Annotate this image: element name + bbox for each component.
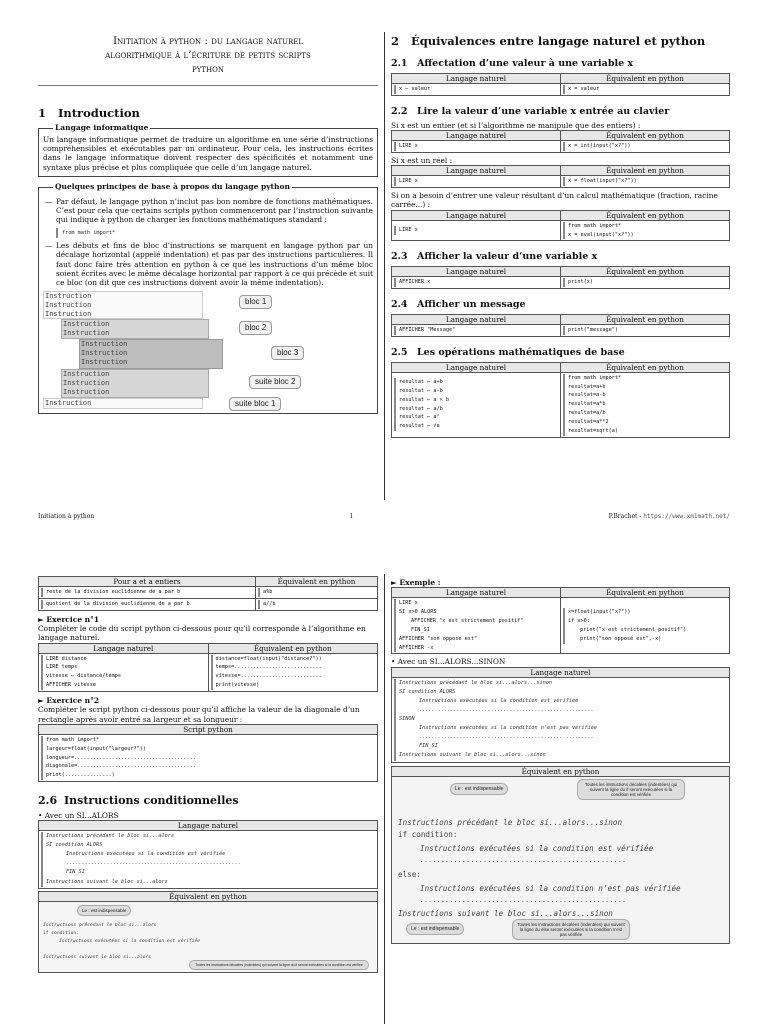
table-afficher-variable: Langage naturel Équivalent en python AFFICHER x print(x) xyxy=(391,266,730,289)
table-exercise-2: Script python from math import* largeur=float(input("largeur?")) longueur=....................................... diagonale=...................................... print(...............) xyxy=(38,724,378,782)
section-heading-1: 1 Introduction xyxy=(38,105,140,120)
section-heading-2: 2 Équivalences entre langage naturel et python xyxy=(391,34,706,48)
page-2 xyxy=(0,574,768,1024)
code-line: Instruction xyxy=(63,370,110,379)
box-principes xyxy=(38,181,378,415)
python-if-else-figure: Le : est indispensable Toutes les instructions décalées (indentées) qui suivent la ligne du if seront exécutées si la condition est vérifiée Instructions précédant le bloc si...alors...sinon if condition: Instructions exécutées si la condition est vérifiée ................................................. else: Instructions exécutées si la condition n’est pas vérifiée ................................................. Instructions suivant le bloc si...alors...sinon Le : est indispensable Toutes les instructions décalées (indentées) qui suivent la ligne du else seront exécutées si la condition n’est pas vérifiée xyxy=(392,777,729,943)
table-exercise-1: Langage naturel Équivalent en python LIRE distance LIRE temps vitesse ← distance/temps AFFICHER vitesse distance=float(input("distance?")) temps=............................ vitesse=.......................... print(vitesse) xyxy=(38,643,378,692)
subsection-2-6: 2.6 Instructions conditionnelles xyxy=(38,794,239,808)
table-operations: Langage naturel Équivalent en python resultat ← a+b resultat ← a-b resultat ← a × b resultat ← a/b resultat ← a² resultat ← √a from math import* resultat=a+b resultat=a-b resultat=a*b resultat=a/b resultat=a**2 resultat=sqrt(a) xyxy=(391,362,730,438)
list-item: — Par défaut, le langage python n’inclut pas bon nombre de fonctions mathématiques. C’est pour cela que certains scripts python commenceront par l’instruction suivante qui indique à python de charger les fonctions mathématiques standard : xyxy=(45,196,373,225)
code-line: Instruction xyxy=(63,329,110,338)
subsection-2-4: 2.4 Afficher un message xyxy=(391,299,526,311)
box-heading: Langage informatique xyxy=(55,122,149,132)
left-column xyxy=(38,34,378,414)
code-line: Instruction xyxy=(81,340,128,349)
indentation-diagram xyxy=(43,291,373,409)
box-langage-informatique xyxy=(38,122,378,177)
code-line: Instruction xyxy=(81,358,128,367)
table-lire-reel: Langage naturel Équivalent en python LIRE x x = float(input("x?")) xyxy=(391,165,730,188)
code-line: Instruction xyxy=(45,399,92,408)
table-affectation: Langage naturel Équivalent en python x ← valeur x = valeur xyxy=(391,73,730,96)
right-column: ► Exemple : Langage naturel Équivalent en python LIRE x SI x>0 ALORS AFFICHER "x est strictement positif" FIN_SI AFFICHER "son opposé est" AFFICHER -x x=float(input("x?")) if x>0: print("x est strictement positif") print("son opposé est",-x) • Avec un SI...ALORS...SINON Langage naturel Instructions précédant le bloc si...alors...sinon SI condition ALORS Instructions exécutées si la condition est vérifiée ........................................................ SINON Instructions exécutées si la condition n’est pas vérifiée ........................................................ FIN_SI Instructions suivant le bloc si...alors...sinon Équivalent en python Le : est indispensable Toutes les instructions décalées (indentées) qui suivent la ligne du if seront exécutées si la condition est vérifiée Instructions précédant le bloc si...alors...sinon if condition: Instructions exécutées si la condition est vérifiée ................................................. else: Instructions exécutées si la condition n’est pas vérifiée ................................................. Instructions suivant le bloc si...alors...sinon Le : est indispensable Toutes les instructions décalées (indentées) qui suivent la ligne du else seront exécutées si la condition n’est pas vérifiée xyxy=(391,576,730,944)
table-si-alors: Langage naturel Instructions précédant le bloc si...alors SI condition ALORS Instructions exécutées si la condition est vérifiée ........................................................ FIN_SI Instructions suivant le bloc si...alors xyxy=(38,820,378,889)
exemple-label: ► Exemple : xyxy=(391,578,441,587)
box-heading: Quelques principes de base à propos du langage python xyxy=(55,181,290,191)
callout-suite-bloc-1: suite bloc 1 xyxy=(229,397,281,411)
table-si-alors-sinon: Langage naturel Instructions précédant le bloc si...alors...sinon SI condition ALORS Instructions exécutées si la condition est vérifiée ........................................................ SINON Instructions exécutées si la condition n’est pas vérifiée ........................................................ FIN_SI Instructions suivant le bloc si...alors...sinon xyxy=(391,667,730,763)
code-line: Instruction xyxy=(63,379,110,388)
code-import: from math import* xyxy=(56,228,373,239)
code-line: Instruction xyxy=(45,310,92,319)
python-if-figure: Le : est indispensable Instructions précédant le bloc si...alors if condition: Instructions exécutées si la condition est vérifiée Instructions suivant le bloc si...alors Toutes les instructions décalées (indentées) qui suivent la ligne du if seront exécutées si la condition est vérifiée xyxy=(39,902,377,972)
table-lire-entier: Langage naturel Équivalent en python LIRE x x = int(input("x?")) xyxy=(391,130,730,153)
code-line: Instruction xyxy=(45,301,92,310)
left-column: Pour a et a entiers Équivalent en python reste de la division euclidienne de a par b a%b quotient de la division euclidienne de a par b a//b ► Exercice n°1 Compléter le code du script python ci-dessous pour qu’il corresponde à l’algorithme en langage naturel. Langage naturel Équivalent en python LIRE distance LIRE temps vitesse ← distance/temps AFFICHER vitesse distance=float(input("distance?")) temps=............................ vitesse=.......................... print(vitesse) ► Exercice n°2 Compléter le script python ci-dessous pour qu’il affiche la valeur de la diagonale d’un rectangle après avoir entré sa largeur et sa longueur : Script python from math import* largeur=float(input("largeur?")) longueur=....................................... diagonale=...................................... print(...............) 2.6 Instructions conditionnelles • Avec un SI...ALORS Langage naturel Instructions précédant le bloc si...alors SI condition ALORS Instructions exécutées si la condition est vérifiée ........................................................ FIN_SI Instructions suivant le bloc si...alors Équivalent en python Le : est indispensable Instructions précédant le bloc si...alors if condition: Instructions exécutées si la condition est vérifiée Instructions suivant le bloc si...alors Toutes les instructions décalées (indentées) qui suivent la ligne du if seront exécutées si la condition est vérifiée xyxy=(38,576,378,973)
exercise-2-label: ► Exercice n°2 xyxy=(38,695,100,705)
code-line: Instruction xyxy=(63,388,110,397)
list-item: — Les débuts et fins de bloc d’instructions se marquent en langage python par un décalage horizontal (appelé indentation) et pas par des instructions particulières. Il faut donc faire très attention en python à ce que les instructions d’un même bloc soient écrites avec le même décalage horizontal par rapport à ce qui précède et suit ce bloc (on dit que ces instructions doivent avoir la même indentation). xyxy=(45,241,373,288)
document-title: Initiation à python : du langage naturel algorithmique à l’écriture de petits scripts python xyxy=(38,34,378,86)
exercise-1-label: ► Exercice n°1 xyxy=(38,614,100,624)
code-line: Instruction xyxy=(45,292,92,301)
page-gap xyxy=(0,528,768,574)
subsection-2-3: 2.3 Afficher la valeur d’une variable x xyxy=(391,251,598,263)
column-divider xyxy=(384,32,385,500)
box-text: Un langage informatique permet de traduire un algorithme en une série d’instructions compréhensibles et exécutables par un ordinateur. Pour cela, les instructions écrites dans le langage informatique doivent respecter des spécificités et notamment une syntaxe plus précise et plus compliquée que celle d’un langage naturel. xyxy=(43,134,373,172)
column-divider xyxy=(384,574,385,1024)
code-line: Instruction xyxy=(63,320,110,329)
table-division: Pour a et a entiers Équivalent en python reste de la division euclidienne de a par b a%b quotient de la division euclidienne de a par b a//b xyxy=(38,576,378,611)
subsection-2-5: 2.5 Les opérations mathématiques de base xyxy=(391,346,625,358)
callout-suite-bloc-2: suite bloc 2 xyxy=(249,375,301,389)
right-column: 2 Équivalences entre langage naturel et python 2.1 Affectation d’une valeur à une variable x Langage naturel Équivalent en python x ← valeur x = valeur 2.2 Lire la valeur d’une variable x entrée au clavier Si x est un entier (et si l’algorithme ne manipule que des entiers) : Langage naturel Équivalent en python LIRE x x = int(input("x?")) Si x est un réel : Langage naturel Équivalent en python LIRE x x = float(input("x?")) Si on a besoin d’entrer une valeur résultant d’un calcul mathématique (fraction, racine carrée...) : Langage naturel Équivalent en python LIRE x from math import* x = eval(input("x?")) 2.3 Afficher la valeur d’une variable x Langage naturel Équivalent en python AFFICHER x print(x) 2.4 Afficher un message Langage naturel Équivalent en python AFFICHER "Message" print("message") 2.5 Les opérations mathématiques de base Langage naturel Équivalent en python resultat ← a+b resultat ← a-b resultat ← a × b resultat ← a/b resultat ← a² resultat ← √a from math import* resultat=a+b resultat=a-b resultat=a*b resultat=a/b resultat=a**2 resultat=sqrt(a) xyxy=(391,34,730,438)
callout-bloc-1: bloc 1 xyxy=(239,295,272,309)
callout-bloc-3: bloc 3 xyxy=(271,346,304,360)
subsection-2-2: 2.2 Lire la valeur d’une variable x entrée au clavier xyxy=(391,106,670,118)
code-line: Instruction xyxy=(81,349,128,358)
table-si-alors-python: Équivalent en python Le : est indispensable Instructions précédant le bloc si...alors if condition: Instructions exécutées si la condition est vérifiée Instructions suivant le bloc si...alors Toutes les instructions décalées (indentées) qui suivent la ligne du if seront exécutées si la condition est vérifiée xyxy=(38,891,378,973)
page-footer: Initiation à python 1 P.Brachet - https://www.xm1math.net/ xyxy=(38,513,730,520)
table-afficher-message: Langage naturel Équivalent en python AFFICHER "Message" print("message") xyxy=(391,314,730,337)
footer-link[interactable]: https://www.xm1math.net/ xyxy=(643,513,730,520)
table-lire-eval: Langage naturel Équivalent en python LIRE x from math import* x = eval(input("x?")) xyxy=(391,210,730,242)
table-exemple: Langage naturel Équivalent en python LIRE x SI x>0 ALORS AFFICHER "x est strictement positif" FIN_SI AFFICHER "son opposé est" AFFICHER -x x=float(input("x?")) if x>0: print("x est strictement positif") print("son opposé est",-x) xyxy=(391,587,730,654)
table-sinon-python: Équivalent en python Le : est indispensable Toutes les instructions décalées (indentées) qui suivent la ligne du if seront exécutées si la condition est vérifiée Instructions précédant le bloc si...alors...sinon if condition: Instructions exécutées si la condition est vérifiée ................................................. else: Instructions exécutées si la condition n’est pas vérifiée ................................................. Instructions suivant le bloc si...alors...sinon Le : est indispensable Toutes les instructions décalées (indentées) qui suivent la ligne du else seront exécutées si la condition n’est pas vérifiée xyxy=(391,766,730,944)
callout-bloc-2: bloc 2 xyxy=(239,321,272,335)
subsection-2-1: 2.1 Affectation d’une valeur à une variable x xyxy=(391,58,634,70)
